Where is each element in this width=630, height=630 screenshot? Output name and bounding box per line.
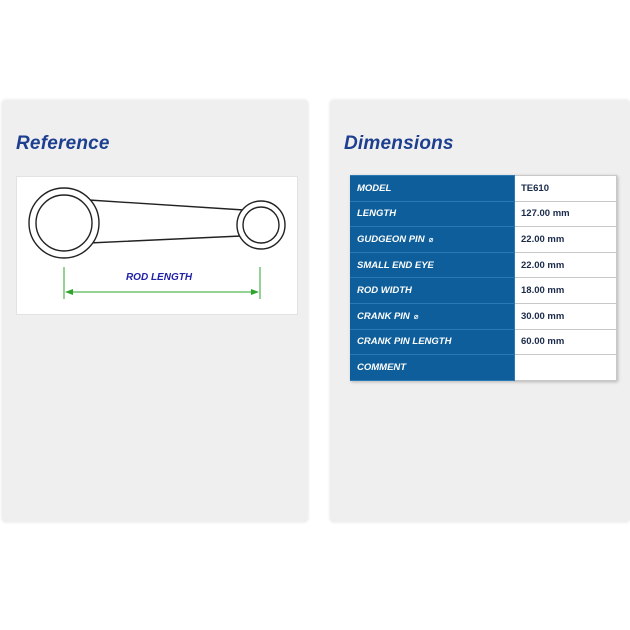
row-label: MODEL <box>351 176 515 202</box>
table-row <box>351 303 617 329</box>
arrow-left-icon <box>65 289 73 295</box>
row-value <box>515 355 617 381</box>
row-value: 60.00 mm <box>515 329 617 355</box>
row-value: TE610 <box>515 176 617 202</box>
row-label: LENGTH <box>351 201 515 227</box>
row-label-cell <box>351 303 515 329</box>
big-end-inner <box>36 195 92 251</box>
diameter-icon: ⌀ <box>428 234 434 244</box>
arrow-right-icon <box>251 289 259 295</box>
table-row <box>351 176 617 202</box>
row-value: 22.00 mm <box>515 252 617 278</box>
table-row <box>351 252 617 278</box>
dimensions-title: Dimensions <box>344 133 454 154</box>
rod-outline <box>89 200 244 243</box>
row-value: 18.00 mm <box>515 278 617 304</box>
reference-panel <box>2 100 308 522</box>
row-label: COMMENT <box>351 355 515 381</box>
table-row <box>351 355 617 381</box>
table-row <box>351 329 617 355</box>
row-label: CRANK PIN LENGTH <box>351 329 515 355</box>
row-value: 127.00 mm <box>515 201 617 227</box>
reference-diagram <box>16 176 298 315</box>
row-label: SMALL END EYE <box>351 252 515 278</box>
diameter-icon: ⌀ <box>413 311 419 321</box>
row-label-cell <box>351 227 515 253</box>
connecting-rod-diagram <box>17 177 297 314</box>
row-label: CRANK PIN <box>357 310 410 322</box>
row-value: 30.00 mm <box>515 303 617 329</box>
dimensions-table <box>350 175 617 381</box>
rod-length-label: ROD LENGTH <box>125 272 193 283</box>
reference-title: Reference <box>16 133 110 154</box>
row-label: ROD WIDTH <box>351 278 515 304</box>
dimensions-panel <box>330 100 630 522</box>
row-value: 22.00 mm <box>515 227 617 253</box>
table-row <box>351 227 617 253</box>
small-end-inner <box>243 207 279 243</box>
table-row <box>351 201 617 227</box>
table-row <box>351 278 617 304</box>
row-label: GUDGEON PIN <box>357 233 425 245</box>
